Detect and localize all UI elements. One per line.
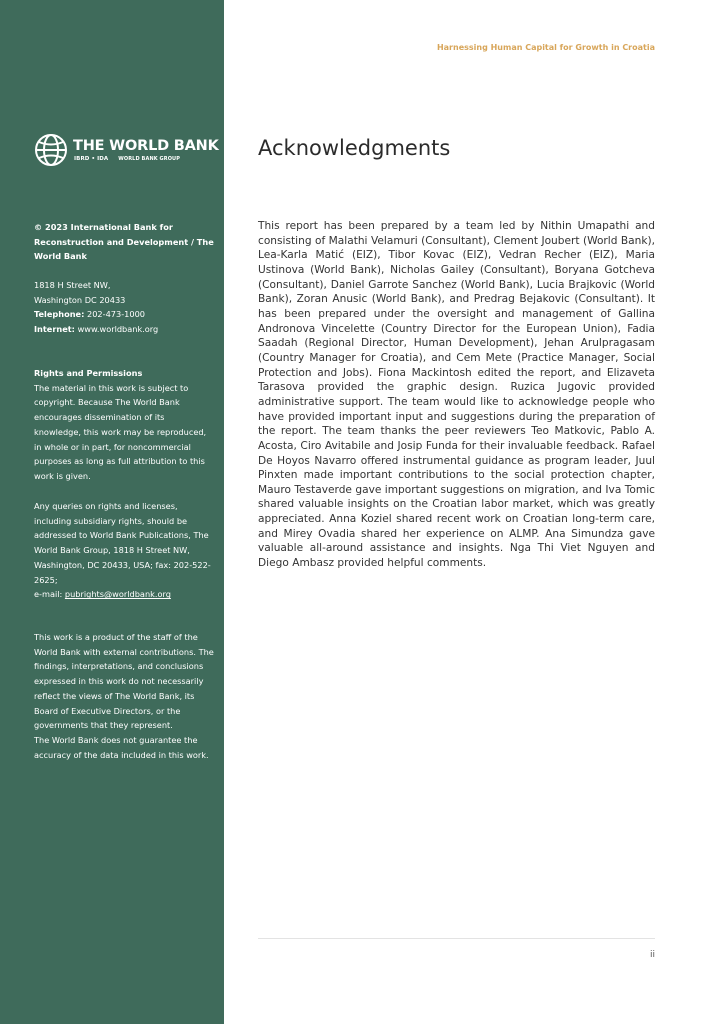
telephone-label: Telephone: [34,309,85,320]
page-title: Acknowledgments [258,136,451,160]
address-street: 1818 H Street NW, [34,280,111,290]
telephone-value: 202-473-1000 [87,309,146,320]
disclaimer-block [34,630,214,762]
running-title: Harnessing Human Capital for Growth in Croatia [436,43,655,52]
address-block [34,278,214,337]
copyright-text: © 2023 International Bank for Reconstruction and Development / The World Bank [34,222,214,262]
queries-block [34,499,214,602]
telephone-line [34,307,214,322]
queries-text: Any queries on rights and licenses, including subsidiary rights, should be addressed to World Bank Publications, The World Bank Group, 1818 H Street NW, Washington, DC 20433, USA; fax: 202-522-2625; [34,501,211,585]
logo-sub-ibrd: IBRD • IDA [74,156,109,162]
rights-heading: Rights and Permissions [34,368,143,378]
internet-value: www.worldbank.org [77,324,159,335]
logo-subtitle [74,156,180,162]
world-bank-logo [34,133,219,173]
email-line [34,587,214,602]
disclaimer-text: This work is a product of the staff of the World Bank with external contributions. The findings, interpretations, and conclusions expressed in this work do not necessarily reflect the views of The World Bank, its Board of Executive Directors, or the governments that they represent. [34,632,214,731]
rights-text: The material in this work is subject to copyright. Because The World Bank encourages dissemination of its knowledge, this work may be reproduced, in whole or in part, for noncommercial purposes as long as full attribution to this work is given. [34,382,207,481]
globe-icon [34,133,68,167]
copyright-block [34,220,214,264]
logo-sub-group: WORLD BANK GROUP [118,156,180,162]
rights-block [34,366,214,484]
address-city: Washington DC 20433 [34,294,126,305]
email-label: e-mail: [34,589,63,600]
acknowledgments-body: This report has been prepared by a team led by Nithin Umapathi and consisting of Malathi Velamuri (Consultant), Clement Joubert (World Bank), Lea-Karla Matić (EIZ), Tibor Kovac (EIZ), Vedran Recher (EIZ), Maria Ustinova (World Bank), Nicholas Gailey (Consultant), Boryana Gotcheva (Consultant), Daniel Garrote Sanchez (World Bank), Lucia Brajkovic (World Bank), Zoran Anusic (World Bank), and Predrag Bejakovic (Consultant). It has been prepared under the oversight and management of Gallina Andronova Vincelette (Country Director for the European Union), Fadia Saadah (Regional Director, Human Development), Jehan Arulpragasam (Country Manager for Croatia), and Cem Mete (Practice Manager, Social Protection and Jobs). Fiona Mackintosh edited the report, and Elizaveta Tarasova provided the graphic design. Ruzica Jugovic provided administrative support. The team would like to acknowledge people who have provided important input and suggestions during the preparation of the report. The team thanks the peer reviewers Teo Matkovic, Pablo A. Acosta, Ciro Avitabile and Josip Funda for their invaluable feedback. Rafael De Hoyos Navarro offered instrumental guidance as program leader, Juul Pinxten made important contributions to the social protection chapter, Mauro Testaverde gave important suggestions on migration, and Iva Tomic shared valuable insights on the Croatian labor market, which was greatly appreciated. Anna Koziel shared recent work on Croatian long-term care, and Mirey Ovadia shared her experience on ALMP. Ana Simundza gave valuable all-around assistance and insights. Nga Thi Viet Nguyen and Diego Ambasz provided helpful comments. [258,220,655,570]
internet-label: Internet: [34,324,75,335]
guarantee-text: The World Bank does not guarantee the accuracy of the data included in this work. [34,734,209,760]
left-sidebar [0,0,224,1024]
footer-divider [258,938,655,939]
email-link[interactable]: pubrights@worldbank.org [64,589,171,600]
page-number: ii [649,950,655,960]
internet-line [34,322,214,337]
logo-name: THE WORLD BANK [73,138,219,154]
